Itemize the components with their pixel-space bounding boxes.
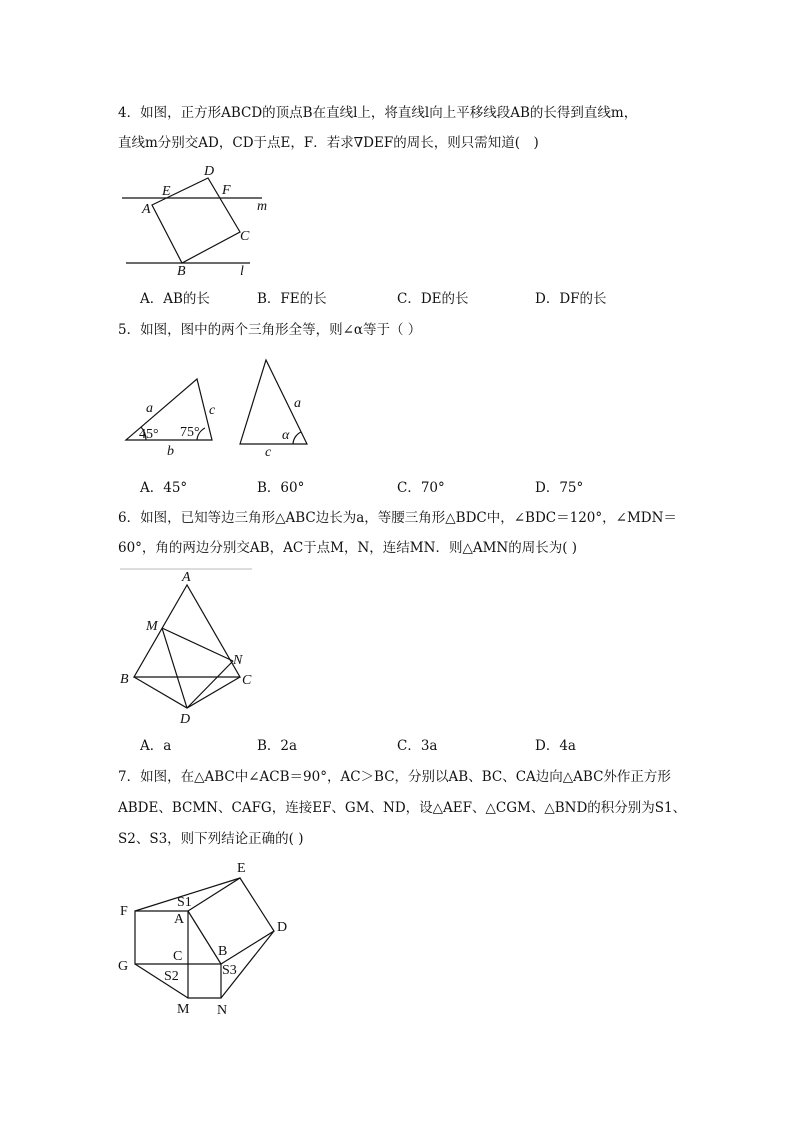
q4-label-F: F [222,183,231,198]
q6-line-1: 6．如图，已知等边三角形△ABC边长为a，等腰三角形△BDC中，∠BDC＝120°，∠MDN＝ [118,510,677,526]
q7-label-N: N [217,1003,228,1018]
q6-option-b: B．2a [257,738,298,754]
q4-option-d: D．DF的长 [535,291,607,307]
q5-option-a: A．45° [140,480,188,496]
q5-label-75: 75° [180,425,200,440]
q4-line-2: 直线m分别交AD，CD于点E，F．若求∇DEF的周长，则只需知道( ) [118,135,539,151]
q6-option-a: A．a [140,738,172,754]
q4-label-C: C [240,229,250,244]
q6-option-c: C．3a [397,738,438,754]
q7-label-A: A [174,912,185,927]
q7-label-F: F [120,904,128,919]
q5-line-1: 5．如图，图中的两个三角形全等，则∠α等于（ ） [118,322,422,338]
q7-line-1: 7．如图，在△ABC中∠ACB＝90°，AC＞BC，分别以AB、BC、CA边向△ABC外作正方形 [118,769,671,785]
q6-line-2: 60°，角的两边分别交AB，AC于点M，N，连结MN．则△AMN的周长为( ) [118,540,578,556]
q7-label-C: C [173,949,183,964]
q4-label-m: m [257,199,268,214]
q7-label-G: G [118,959,129,974]
q5-label-b: b [167,444,174,459]
q5-label-a1: a [146,401,153,416]
q4-label-B: B [177,264,186,279]
q6-label-N: N [233,653,243,668]
q7-label-S2: S2 [164,969,179,984]
q4-label-E: E [162,184,171,199]
q4-label-l: l [240,264,244,279]
q4-option-b: B．FE的长 [257,291,327,307]
q7-line-2: ABDE、BCMN、CAFG，连接EF、GM、ND，设△AEF、△CGM、△BND的积分别为S1、 [118,800,687,816]
q7-label-B: B [218,944,228,959]
q5-label-c1: c [209,403,216,418]
q7-label-S1: S1 [177,895,192,910]
q5-label-45: 45° [139,427,159,442]
q5-option-c: C．70° [397,480,445,496]
q6-label-M: M [146,619,158,634]
q5-label-a2: a [294,396,301,411]
q4-option-c: C．DE的长 [397,291,469,307]
q6-option-d: D．4a [535,738,576,754]
q5-option-b: B．60° [257,480,305,496]
q5-option-d: D．75° [535,480,584,496]
q4-option-a: A．AB的长 [140,291,210,307]
q4-line-1: 4．如图，正方形ABCD的顶点B在直线l上，将直线l向上平移线段AB的长得到直线m， [118,105,638,121]
q7-line-3: S2、S3，则下列结论正确的( ) [118,831,304,847]
q4-label-A: A [142,202,151,217]
q7-label-S3: S3 [222,963,237,978]
q6-label-B: B [120,672,129,687]
q7-label-D: D [277,920,288,935]
q7-label-M: M [177,1002,190,1017]
q4-label-D: D [204,164,215,179]
q7-label-E: E [237,861,246,876]
q6-label-D: D [180,712,191,727]
q6-label-C: C [242,673,252,688]
q6-label-A: A [182,570,191,585]
q5-label-alpha: α [282,428,290,443]
q5-label-c2: c [265,445,272,460]
